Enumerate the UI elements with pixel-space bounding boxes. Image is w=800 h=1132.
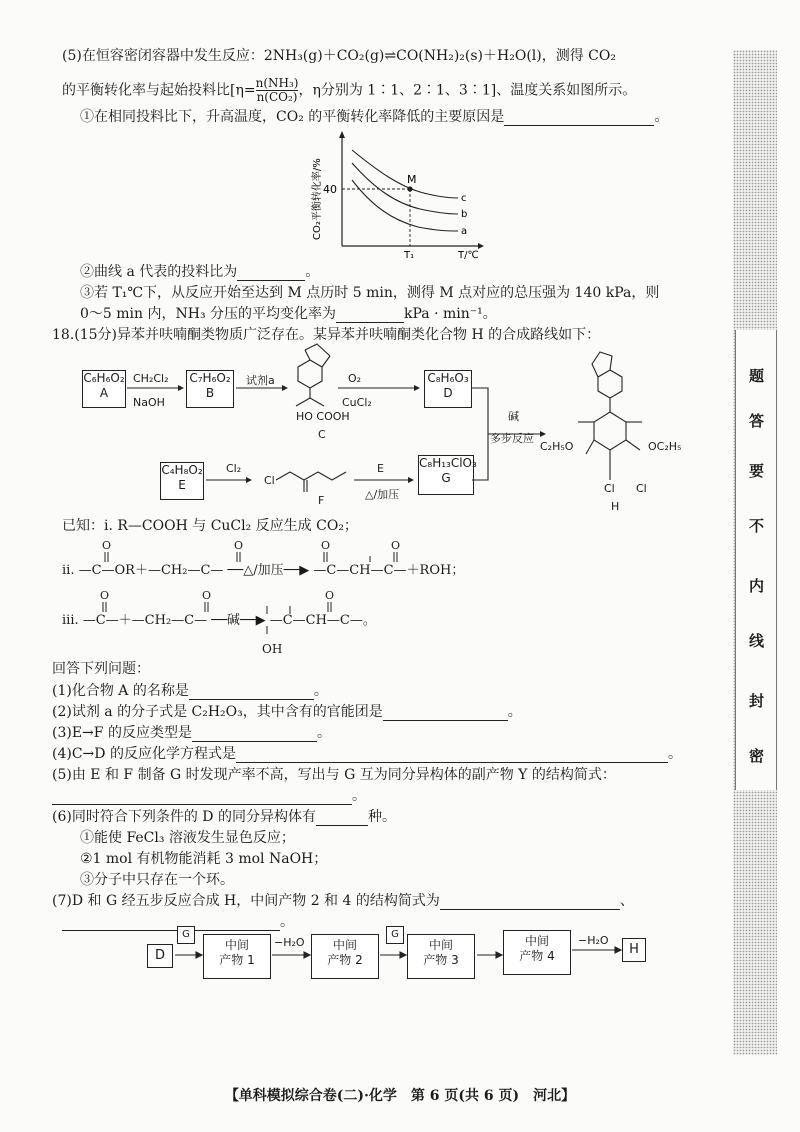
reagent: E: [377, 462, 384, 475]
answer-blank[interactable]: [62, 916, 280, 931]
flow-H: H: [622, 938, 646, 962]
flow-reagent-G: G: [177, 926, 195, 944]
seal-notice-panel: [735, 330, 777, 790]
q18-4: (4)C→D 的反应化学方程式是 。: [52, 746, 682, 762]
m-l1: 中间: [332, 938, 357, 952]
curve-a: [352, 180, 458, 231]
q18-7-line1: (7)D 和 G 经五步反应合成 H，中间产物 2 和 4 的结构简式为 、: [52, 893, 634, 909]
q4-text: (4)C→D 的反应化学方程式是: [52, 746, 236, 762]
answer-blank[interactable]: [236, 748, 668, 763]
svg-text:O: O: [102, 539, 112, 552]
sub1-text: ①在相同投料比下，升高温度，CO₂ 的平衡转化率降低的主要原因是: [80, 109, 505, 125]
flow-h2o: −H₂O: [274, 936, 305, 949]
known-iii-oh: OH: [262, 642, 283, 656]
label: D: [443, 386, 453, 400]
svg-text:O: O: [321, 539, 331, 552]
intro-text: 的平衡转化率与起始投料比[η=: [62, 82, 256, 99]
flow-reagent-G: G: [386, 926, 404, 944]
answer-blank[interactable]: [237, 266, 305, 281]
y-axis-arrow: [339, 131, 345, 138]
known-i: 已知：ⅰ. R—COOH 与 CuCl₂ 反应生成 CO₂；: [62, 518, 358, 534]
q18-3: (3)E→F 的反应类型是 。: [52, 725, 331, 741]
reagent: 试剂a: [246, 374, 275, 387]
q2-text: (2)试剂 a 的分子式是 C₂H₂O₃，其中含有的官能团是: [52, 704, 383, 720]
reagent: NaOH: [133, 396, 165, 409]
sub3-text: 0～5 min 内，NH₃ 分压的平均变化率为: [80, 306, 337, 322]
label-H: H: [611, 500, 620, 513]
q7-text: (7)D 和 G 经五步反应合成 H，中间产物 2 和 4 的结构简式为: [52, 893, 440, 909]
known-carbonyl-marks: [60, 538, 460, 648]
seal-char: 线: [749, 632, 765, 650]
series-label-b: b: [461, 209, 468, 220]
svg-text:O: O: [100, 589, 110, 602]
synthesis-scheme-lines: [0, 340, 720, 520]
sub2-text: ②曲线 a 代表的投料比为: [80, 264, 238, 280]
q18-5-line2: 。: [52, 787, 366, 805]
q3-text: (3)E→F 的反应类型是: [52, 725, 192, 741]
q18-6-cond3: ③分子中只存在一个环。: [80, 872, 234, 888]
label: E: [178, 478, 186, 492]
intro-text: ，η分别为 1∶1、2∶1、3∶1]、温度关系如图所示。: [298, 82, 637, 99]
q6-text: (6)同时符合下列条件的 D 的同分异构体有: [52, 809, 316, 825]
answer-header: 回答下列问题：: [52, 661, 150, 677]
m-l2: 产物 2: [327, 953, 363, 967]
series-label-c: c: [461, 193, 467, 204]
m-l2: 产物 1: [219, 953, 255, 967]
m-l2: 产物 4: [519, 949, 555, 963]
arrowhead: [178, 385, 184, 391]
reagent: O₂: [348, 372, 362, 385]
m-l2: 产物 3: [423, 953, 459, 967]
formula: C₇H₆O₂: [189, 371, 231, 385]
formula: C₆H₆O₂: [83, 371, 125, 385]
h-cl: Cl: [604, 482, 615, 495]
formula: C₈H₆O₃: [427, 371, 469, 385]
q1-text: (1)化合物 A 的名称是: [52, 683, 189, 699]
seal-char: 题: [749, 367, 765, 385]
point-M-label: M: [407, 173, 417, 186]
x-axis-arrow: [478, 243, 484, 249]
q18-1: (1)化合物 A 的名称是 。: [52, 683, 328, 699]
reagent: 碱: [508, 410, 519, 423]
f-cl: Cl: [264, 474, 275, 487]
formula: C₈H₁₃ClO₃: [419, 456, 477, 470]
q17-sub3-line1: ③若 T₁℃下，从反应开始至达到 M 点历时 5 min，测得 M 点对应的总压强为 140 kPa，则: [80, 285, 660, 301]
q6-unit: 种。: [367, 809, 396, 825]
h-ester-right: OC₂H₅: [648, 440, 682, 453]
series-label-a: a: [461, 226, 468, 237]
sub3-unit: kPa · min⁻¹。: [404, 306, 497, 322]
seal-char: 密: [749, 747, 765, 765]
structure-F: [276, 472, 346, 492]
q17-sub1: ①在相同投料比下，升高温度，CO₂ 的平衡转化率降低的主要原因是 。: [80, 109, 669, 125]
x-tick-T1: T₁: [404, 250, 415, 260]
arrowhead: [246, 477, 252, 483]
c-groups: HO COOH: [296, 410, 350, 423]
answer-blank[interactable]: [336, 308, 404, 323]
frac-den: n(CO₂): [256, 90, 298, 104]
answer-blank[interactable]: [504, 111, 654, 126]
seal-char: 答: [749, 412, 765, 430]
m-l1: 中间: [428, 938, 453, 952]
flow-arrows: [0, 940, 720, 980]
merge-bracket: [472, 388, 488, 480]
label-C: C: [318, 428, 326, 441]
answer-blank[interactable]: [52, 790, 352, 805]
arrowhead: [414, 385, 420, 391]
arrowhead: [540, 431, 546, 437]
page-footer: 【单科模拟综合卷(二)·化学 第 6 页(共 6 页) 河北】: [224, 1088, 576, 1104]
answer-blank[interactable]: [440, 895, 620, 910]
q18-6-cond1: ①能使 FeCl₃ 溶液发生显色反应；: [80, 830, 295, 846]
svg-text:O: O: [391, 539, 401, 552]
arrowhead: [282, 385, 288, 391]
known-iii: ⅲ. —C—＋—CH₂—C— ──碱──▶ —C—CH—C—。: [62, 613, 376, 628]
flow-h2o: −H₂O: [578, 934, 609, 947]
q17-sub2: ②曲线 a 代表的投料比为 。: [80, 264, 320, 280]
seal-char: 内: [749, 577, 765, 595]
conversion-temperature-chart: [300, 128, 490, 260]
answer-blank[interactable]: [192, 727, 317, 742]
reagent: Cl₂: [226, 462, 242, 475]
reagent: △/加压: [365, 488, 400, 501]
q17-sub3-line2: [80, 305, 497, 323]
structure-H: [578, 352, 642, 480]
h-cl: Cl: [636, 482, 647, 495]
label: G: [441, 471, 451, 485]
q17-intro-line1: (5)在恒容密闭容器中发生反应：2NH₃(g)＋CO₂(g)⇌CO(NH₂)₂(s)＋H₂O(l)，测得 CO₂: [62, 48, 616, 64]
answer-blank[interactable]: [189, 685, 314, 700]
svg-text:O: O: [202, 589, 212, 602]
answer-blank[interactable]: [316, 811, 368, 826]
curve-b: [352, 163, 458, 214]
y-tick-40: 40: [323, 183, 337, 196]
known-ii: ⅱ. —C—OR＋—CH₂—C— ──△/加压──▶ —C—CH—C—＋ROH；: [62, 563, 465, 578]
q18-2: (2)试剂 a 的分子式是 C₂H₂O₃，其中含有的官能团是 。: [52, 704, 522, 720]
q18-6-cond2: ②1 mol 有机物能消耗 3 mol NaOH；: [80, 851, 328, 867]
seal-char: 封: [749, 692, 765, 710]
svg-text:O: O: [234, 539, 244, 552]
eta-fraction: [256, 77, 299, 104]
answer-blank[interactable]: [383, 706, 508, 721]
y-axis-label: CO₂平衡转化率/%: [312, 158, 323, 240]
seal-char: 要: [749, 462, 765, 480]
h-ester-left: C₂H₅O: [540, 440, 574, 453]
frac-num: n(NH₃): [255, 76, 299, 90]
structure-C: [296, 344, 330, 406]
x-axis-label: T/℃: [458, 250, 479, 260]
reagent: CH₂Cl₂: [133, 372, 169, 385]
m-l1: 中间: [524, 934, 549, 948]
q18-5-line1: (5)由 E 和 F 制备 G 时发现产率不高，写出与 G 互为同分异构体的副产物 Y 的结构简式：: [52, 767, 616, 783]
curve-c: [352, 150, 458, 198]
arrowhead: [408, 477, 414, 483]
seal-char: 不: [749, 517, 765, 535]
point-M: [407, 186, 412, 191]
q18-header: 18.(15分)异苯并呋喃酮类物质广泛存在。某异苯并呋喃酮类化合物 H 的合成路线如下：: [52, 327, 601, 343]
reagent: CuCl₂: [342, 396, 372, 409]
q18-7-line2: 。: [62, 913, 294, 931]
reagent: 多步反应: [490, 432, 534, 445]
svg-text:O: O: [325, 589, 335, 602]
label: B: [205, 386, 215, 400]
label-F: F: [318, 494, 325, 507]
formula: C₄H₈O₂: [161, 463, 203, 477]
label: A: [99, 386, 109, 400]
q18-6: [52, 808, 396, 826]
m-l1: 中间: [224, 938, 249, 952]
q17-intro-line2: [62, 77, 636, 104]
flow-D: D: [147, 944, 173, 968]
